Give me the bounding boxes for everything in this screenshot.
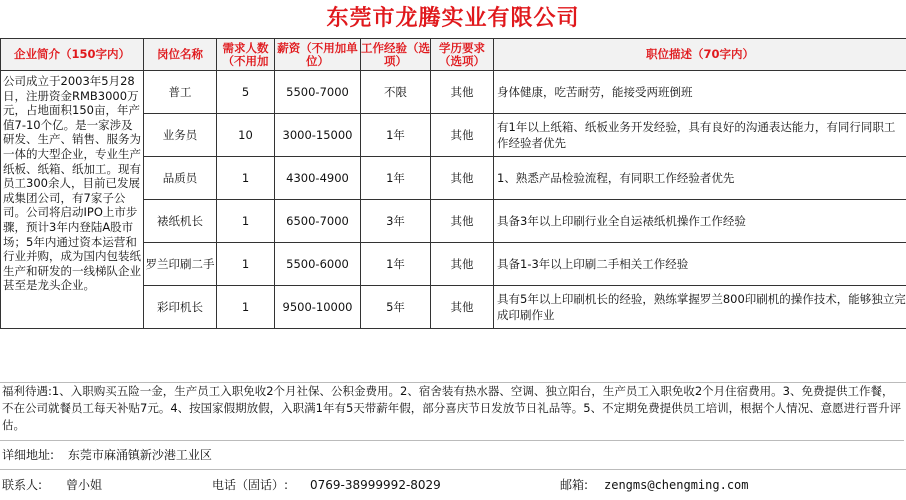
- email-label: 邮箱:: [560, 478, 589, 492]
- job-headcount: 1: [217, 200, 275, 243]
- job-experience: 3年: [361, 200, 431, 243]
- phone-value: 0769-38999992-8029: [310, 478, 441, 492]
- job-experience: 1年: [361, 243, 431, 286]
- job-education: 其他: [431, 200, 494, 243]
- job-position: 品质员: [144, 157, 217, 200]
- job-description: 具备1-3年以上印刷二手相关工作经验: [494, 243, 906, 286]
- job-education: 其他: [431, 71, 494, 114]
- job-salary: 3000-15000: [275, 114, 361, 157]
- address-label: 详细地址:: [2, 448, 55, 462]
- table-row: [1, 71, 906, 114]
- blank-row: [0, 347, 906, 383]
- header-description: 职位描述（70字内）: [494, 39, 906, 71]
- table-header-row: [1, 39, 906, 71]
- header-salary: 薪资（不用加单位）: [275, 39, 361, 71]
- job-education: 其他: [431, 114, 494, 157]
- header-intro: 企业简介（150字内）: [1, 39, 144, 71]
- header-experience: 工作经验（选项）: [361, 39, 431, 71]
- contact-row: [0, 472, 906, 498]
- address-row: [0, 441, 906, 470]
- company-intro: 公司成立于2003年5月28日，注册资金RMB3000万元，占地面积150亩，年产值7-10个亿。是一家涉及研发、生产、销售、服务为一体的大型企业，专业生产纸板、纸箱、纸加工。现有员工300余人，目前已发展成集团公司，有7家子公司。公司将启动IPO上市步骤，预计3年内登陆A股市场；5年内通过资本运营和行业并购，成为国内包装纸生产和研发的一线梯队企业甚至是龙头企业。: [1, 71, 144, 329]
- job-table: [0, 38, 906, 329]
- job-salary: 5500-6000: [275, 243, 361, 286]
- job-description: 具有5年以上印刷机长的经验，熟练掌握罗兰800印刷机的操作技术，能够独立完成印刷作业: [494, 286, 906, 329]
- job-salary: 9500-10000: [275, 286, 361, 329]
- job-headcount: 1: [217, 243, 275, 286]
- address-value: 东莞市麻涌镇新沙港工业区: [67, 448, 212, 462]
- job-position: 彩印机长: [144, 286, 217, 329]
- email-value: zengms@chengming.com: [604, 478, 749, 492]
- job-position: 业务员: [144, 114, 217, 157]
- job-headcount: 1: [217, 286, 275, 329]
- job-headcount: 1: [217, 157, 275, 200]
- job-education: 其他: [431, 157, 494, 200]
- contact-person-label: 联系人:: [2, 478, 43, 492]
- job-education: 其他: [431, 243, 494, 286]
- job-experience: 不限: [361, 71, 431, 114]
- job-education: 其他: [431, 286, 494, 329]
- job-experience: 1年: [361, 157, 431, 200]
- header-position: 岗位名称: [144, 39, 217, 71]
- job-position: 普工: [144, 71, 217, 114]
- job-salary: 4300-4900: [275, 157, 361, 200]
- job-salary: 6500-7000: [275, 200, 361, 243]
- job-headcount: 10: [217, 114, 275, 157]
- company-title: 东莞市龙腾实业有限公司: [326, 6, 580, 31]
- header-education: 学历要求（选项）: [431, 39, 494, 71]
- job-description: 有1年以上纸箱、纸板业务开发经验，具有良好的沟通表达能力，有同行同职工作经验者优先: [494, 114, 906, 157]
- job-headcount: 5: [217, 71, 275, 114]
- welfare-text: 福利待遇:1、入职购买五险一金，生产员工入职免收2个月社保、公积金费用。2、宿舍装有热水器、空调、独立阳台，生产员工入职免收2个月住宿费用。3、免费提供工作餐，不在公司就餐员工每天补贴7元。4、按国家假期放假，入职满1年有5天带薪年假，部分喜庆节日发放节日礼品等。5、不定期免费提供员工培训，根据个人情况、意愿进行晋升评估。: [0, 383, 904, 441]
- job-description: 具备3年以上印刷行业全自运裱纸机操作工作经验: [494, 200, 906, 243]
- header-headcount: 需求人数（不用加: [217, 39, 275, 71]
- phone-label: 电话（固话）:: [212, 478, 289, 492]
- job-position: 罗兰印刷二手: [144, 243, 217, 286]
- job-experience: 1年: [361, 114, 431, 157]
- job-description: 身体健康，吃苦耐劳，能接受两班倒班: [494, 71, 906, 114]
- job-experience: 5年: [361, 286, 431, 329]
- contact-person: 曾小姐: [66, 478, 103, 492]
- job-description: 1、熟悉产品检验流程，有同职工作经验者优先: [494, 157, 906, 200]
- job-salary: 5500-7000: [275, 71, 361, 114]
- job-position: 裱纸机长: [144, 200, 217, 243]
